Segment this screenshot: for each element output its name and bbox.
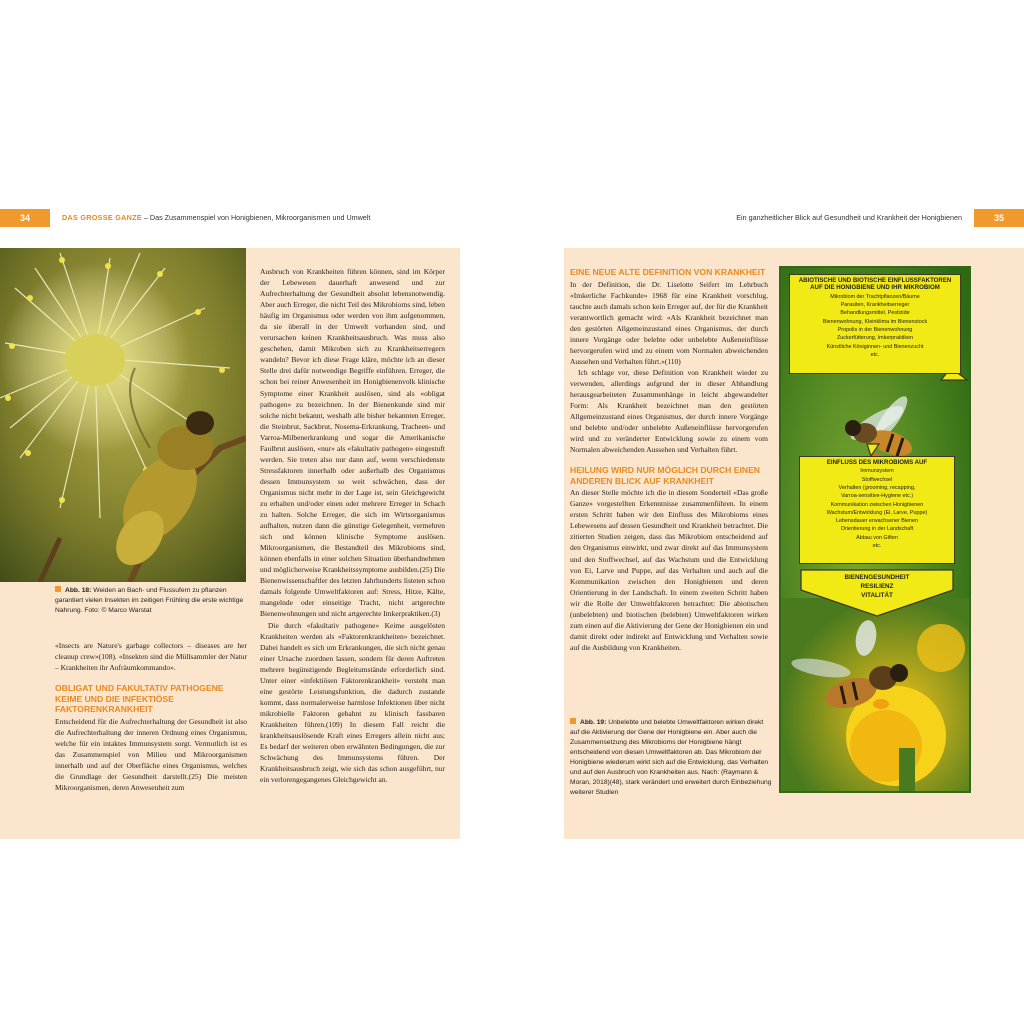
figure-19-label: Abb. 19: xyxy=(580,719,607,726)
influence-item: Abbau von Giften xyxy=(856,534,898,541)
caption-marker xyxy=(570,718,576,724)
quote-paragraph: «Insects are Nature's garbage collectors – diseases are her cleanup crew»(108). «Insekten sind die Müllsammler der Natur – Krankheiten ihr Aufräumkommando». xyxy=(55,641,247,673)
resilience-line: RESILIENZ xyxy=(860,583,894,590)
influence-item: Orientierung in der Landschaft xyxy=(840,526,914,533)
paragraph-factor-diseases: Die durch «fakultativ pathogene» Keime ausgelösten Krankheiten werden als «Faktorenkrankheiten» bezeichnet. Dabei handelt es sich um Erkrankungen, die sich nicht genau einer Ursache zuordnen lassen, sondern für deren Auftreten mehrere begünstigende Begleitumstände erforderlich sind. Unter einer «infektiösen Faktorenkrankheit» versteht man eine gestörte Leistungsfunktion, die dadurch zustande kommt, dass normalerweise harmlose Infektionen über nicht mikrobielle Faktoren gebahnt zu klinisch fassbaren Krankheiten führen.(109) In diesem Fall reicht die krankheitsauslösende Kraft eines Erregers allein nicht aus; Es bedarf der weiteren oben erwähnten Bedingungen, die zur Schwächung des Immunsystems führen. Der Krankheitsausbruch zeigt, wie sich das schon ausgeführt, nur ein verlorengegangenes Gleichgewicht an. xyxy=(260,620,445,785)
paragraph-seifert-definition: In der Definition, die Dr. Liselotte Seifert im Lehrbuch «Imkerliche Fachkunde» 1968 für eine Krankheit vorschlug, tauchte auch damals schon kein Erreger auf, der für die Krankheit verantwortlich gemacht wird: «Als Krankheit bezeichnet man den gestörten Allgemeinzustand eines Organismus, der durch innere Vorgänge oder belebte oder unbelebte Außeneinflüsse hervorgerufen wird und zu einem vom Normalen abweichenden Aussehen und Verhalten führt.»(110) xyxy=(570,279,768,366)
page-number-right: 35 xyxy=(974,209,1024,227)
bee-health-arrow xyxy=(801,573,953,600)
influence-item: Immunsystem xyxy=(860,468,894,475)
influence-item: Varroa-sensitive-Hygiene etc.) xyxy=(840,493,914,500)
vitality-line: VITALITÄT xyxy=(861,592,893,599)
running-title-left xyxy=(62,209,370,227)
factor-item: Künstliche Königinnen- und Bienenzucht xyxy=(826,343,924,350)
microbiome-influence-box xyxy=(799,456,955,564)
paragraph-proposed-definition: Ich schlage vor, diese Definition von Krankheit wieder zu verwenden, allerdings aufgrund der in dieser Abhandlung herausgearbeiteten Zusammenhänge in leicht abgewandelter Form: Als Krankheit bezeichnet man den gestörten Allgemeinzustand eines Organismus, der durch innere Vorgänge und belebte und/oder unbelebte Außeneinflüsse hervorgerufen wird und zu veränderter Entwicklung sowie zu einem vom Normalen abweichenden Aussehen und Verhalten führt. xyxy=(570,367,768,455)
factor-item: Behandlungsmittel, Pestizide xyxy=(840,310,910,317)
left-column-1-lower xyxy=(55,640,247,793)
left-column-2 xyxy=(260,266,445,785)
paragraph-health-order: Entscheidend für die Aufrechterhaltung der Gesundheit ist also die Aufrechterhaltung der inneren Ordnung eines Organismus, welche für ein intaktes Immunsystem sorgt. Vermutlich ist es das Zusammenspiel von Milieu und Mikroorganismen innerhalb und auf der Oberfläche eines Organismus, welches die Grundlage der Gesundheit darstellt.(25) Die meisten Mikroorganismen, deren Anwesenheit zum xyxy=(55,716,247,792)
factor-item: Propolis in der Bienenwohnung xyxy=(837,327,913,333)
factor-item: Mikrobiom der Trachtpflanzen/Bäume xyxy=(830,293,920,300)
figure-18-caption xyxy=(55,586,255,616)
paragraph-disease-outbreak: Ausbruch von Krankheiten führen können, sind im Körper der Lebewesen dauerhaft anwesend und zur Aufrechterhaltung der Gesundheit absolut lebensnotwendig. Aber auch Erreger, die nicht Teil des Mikrobioms sind, leben häufig im Organismus oder werden von ihm aufgenommen, da sie überall in der Umwelt vorhanden sind, und verursachen keinen Krankheitsausbruch. Was muss also geschehen, damit Mikroben sich zu Krankheitserregern wandeln? Bevor ich diese Frage kläre, möchte ich an dieser Stelle drei dafür notwendige Begriffe einführen. Erreger, die schon bei reiner Anwesenheit im Honigbienenvolk klinische Symptome einer Krankheit auslösen, sind als «obligat pathogen» zu bezeichnen. In der Bienenkunde sind mir solche nicht bekannt, weshalb alle bisher bekannten Erreger, die Steinbrut, Sackbrut, Nosema-Erkrankung, Tracheen- und Varroa-Milbenerkrankung und sogar die Amerikanische Faulbrut auslösen, «nur» als «fakultativ pathogen» eingestuft werden. Sie treten also nur dann auf, wenn verschiedenste Stressfaktoren innerhalb oder außerhalb des Organismus dessen Immunsystem so weit schwächen, dass der Organismus nicht mehr in der Lage ist, sein Gleichgewicht zu erhalten und/oder einen oder mehrere Erreger in Schach zu halten. Solche Erreger, die sich im Wirtsorganismus aufhalten, nutzen dann die günstige Gelegenheit, vermehren sich und können klinische Symptome auslösen. Mikroorganismen, die Bestandteil des Mikrobioms sind, können ebenfalls in einer solchen Situation überhandnehmen und möglicherweise Krankheitssymptome ausbilden.(25) Die Bienenwissenschaftler des letzten Jahrhunderts listeten schon damals folgende Umweltfaktoren auf: Stress, Hitze, Kälte, mangelnde oder einseitige Tracht, nicht artgerechte Bienenwohnungen und nicht artgerechte Imkerpraktiken.(3) xyxy=(260,267,445,619)
factor-item: etc. xyxy=(870,351,880,358)
willow-bee-image xyxy=(0,248,246,582)
influence-item: Wachstum/Entwicklung (Ei, Larve, Puppe) xyxy=(826,509,928,516)
heading-pathogenic-germs: OBLIGAT UND FAKULTATIV PATHOGENE KEIME UND DIE INFEKTIÖSE FAKTORENKRANKHEIT xyxy=(55,683,224,715)
influence-item: Stoffwechsel xyxy=(861,476,893,483)
left-page xyxy=(0,248,460,839)
infographic-bee-microbiome xyxy=(779,266,971,793)
influence-item: Verhalten (grooming, recapping, xyxy=(838,485,916,491)
bee-health-line: BIENENGESUNDHEIT xyxy=(844,574,910,581)
section-name: DAS GROSSE GANZE xyxy=(62,213,142,222)
section-subtitle: – Das Zusammenspiel von Honigbienen, Mikroorganismen und Umwelt xyxy=(141,213,371,222)
running-header-right xyxy=(564,209,1024,227)
figure-19-caption xyxy=(570,718,774,798)
factor-item: Bienenwohnung, Kleinklima im Bienenstock xyxy=(822,318,928,325)
influence-item: etc. xyxy=(872,543,882,550)
influence-item: Kommunikation zwischen Honigbienen xyxy=(830,501,924,508)
factor-item: Zuckerfütterung, Imkerpraktiken xyxy=(836,335,914,342)
caption-marker xyxy=(55,586,61,592)
page-number-left: 34 xyxy=(0,209,50,227)
factor-item: Parasiten, Krankheitserreger xyxy=(840,302,910,309)
heading-new-definition: EINE NEUE ALTE DEFINITION VON KRANKHEIT xyxy=(570,267,766,277)
figure-18-text: Weiden an Bach- und Flussufern zu pflanzen garantiert vielen Insekten im zeitigen Frühling die erste wichtige Nahrung. Foto: © Marco Warstat xyxy=(55,587,244,614)
right-page xyxy=(564,248,1024,839)
willow-bee-photo xyxy=(0,248,246,582)
heading-healing: HEILUNG WIRD NUR MÖGLICH DURCH EINEN ANDEREN BLICK AUF KRANKHEIT xyxy=(570,465,761,486)
running-title-right: Ein ganzheitlicher Blick auf Gesundheit und Krankheit der Honigbienen xyxy=(736,213,962,222)
microbiome-influence-title: EINFLUSS DES MIKROBIOMS AUF xyxy=(826,459,928,466)
abiotic-biotic-factors-box xyxy=(789,274,961,374)
abiotic-biotic-factors-title: ABIOTISCHE UND BIOTISCHE EINFLUSSFAKTOREN AUF DIE HONIGBIENE UND IHR MIKROBIOM xyxy=(798,277,952,292)
running-header-left xyxy=(0,209,460,227)
right-column-text xyxy=(570,267,768,653)
figure-18-label: Abb. 18: xyxy=(65,587,92,594)
paragraph-synthesis: An dieser Stelle möchte ich die in diesem Sonderteil «Das große Ganze» vorgestellten Erkenntnisse zusammenführen. In einem ersten Schritt haben wir den Einfluss des Mikrobioms eines Lebewesens auf dessen Gesundheit und Krankheit betrachtet. Die zitierten Studien zeigen, dass das Mikrobiom entscheidend auf den Organismus einwirkt, und zwar direkt auf das Immunsystem und den Stoffwechsel, auf das Wachstum und die Entwicklung von Ei, Larve und Puppe, auf das Verhalten und auch auf die Kommunikation zwischen den Honigbienen und deren Orientierung in der Landschaft. In einem zweiten Schritt haben wir die Rolle der Umweltfaktoren betrachtet: Die abiotischen (unbelebten) und biotischen (belebten) Umweltfaktoren wirken zum einen auf die Aktivierung der Gene der Honigbienen ein und damit direkt oder indirekt auf Entwicklung und Verhalten sowie auf die Ausbildung von Krankheiten. xyxy=(570,488,768,652)
influence-item: Lebensdauer erwachsener Bienen xyxy=(835,518,919,525)
figure-19-text: Unbelebte und belebte Umweltfaktoren wirken direkt auf die Aktivierung der Gene der Honigbiene ein. Aber auch die Zusammensetzung des Mikrobioms der Honigbiene hängt entscheidend von diesen Umweltfaktoren ab. Das Mikrobiom der Honigbiene wiederum wirkt sich auf die Entwicklung, das Verhalten und auf den Ausbruch von Krankheiten aus. Nach: (Raymann & Moran, 2018)(48), stark verändert und erweitert durch Einbeziehung weiterer Studien xyxy=(570,719,772,796)
